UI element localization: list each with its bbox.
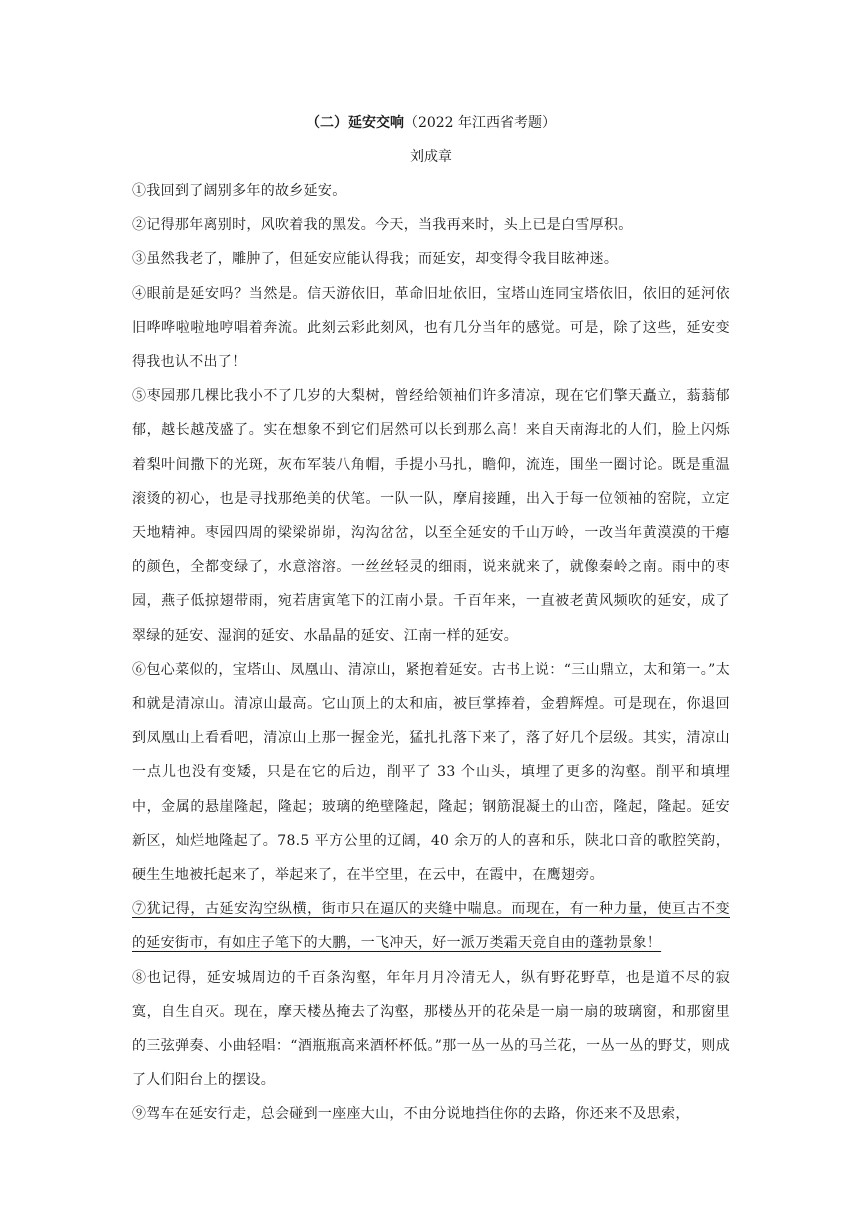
- paragraph-5: ⑤枣园那几棵比我小不了几岁的大梨树，曾经给领袖们许多清凉，现在它们擎天矗立，蓊蓊郁郁，越长越茂盛了。实在想象不到它们居然可以长到那么高！来自天南海北的人们，脸上闪烁着梨叶间撒下的光斑，灰布军装八角帽，手提小马扎，瞻仰，流连，围坐一圈讨论。既是重温滚烫的初心，也是寻找那绝美的伏笔。一队一队，摩肩接踵，出入于每一位领袖的窑院，立定天地精神。枣园四周的梁梁峁峁，沟沟岔岔，以至全延安的千山万岭，一改当年黄漠漠的干瘪的颜色，全都变绿了，水意溶溶。一丝丝轻灵的细雨，说来就来了，就像秦岭之南。雨中的枣园，燕子低掠翅带雨，宛若唐寅笔下的江南小景。千百年来，一直被老黄风频吹的延安，成了翠绿的延安、湿润的延安、水晶晶的延安、江南一样的延安。: [132, 388, 730, 644]
- title-text: （二）延安交响: [305, 115, 404, 131]
- paragraph-6: ⑥包心菜似的，宝塔山、凤凰山、清凉山，紧抱着延安。古书上说：“三山鼎立，太和第一。”太和就是清凉山。清凉山最高。它山顶上的太和庙，被巨掌捧着，金碧辉煌。可是现在，你退回到凤凰山上看看吧，清凉山上那一握金光，猛扎扎落下来了，落了好几个层级。其实，清凉山一点儿也没有变矮，只是在它的后边，削平了 33 个山头，填埋了更多的沟壑。削平和填埋中，金属的悬崖隆起，隆起；玻璃的绝壁隆起，隆起；钢筋混凝土的山峦，隆起，隆起。延安新区，灿烂地隆起了。78.5 平方公里的辽阔，40 余万的人的喜和乐，陕北口音的歌腔笑韵，硬生生地被托起来了，举起来了，在半空里，在云中，在霞中，在鹰翅旁。: [132, 661, 730, 884]
- paragraph-8: ⑧也记得，延安城周边的千百条沟壑，年年月月冷清无人，纵有野花野草，也是道不尽的寂寞，自生自灭。现在，摩天楼丛掩去了沟壑，那楼丛开的花朵是一扇一扇的玻璃窗，和那窗里的三弦弹奏、小曲轻唱：“酒瓶瓶高来酒杯杯低。”那一丛一丛的马兰花，一丛一丛的野艾，则成了人们阳台上的摆设。: [132, 969, 730, 1089]
- title-source: （2022 年江西省考题）: [403, 115, 557, 131]
- paragraph-1: ①我回到了阔别多年的故乡延安。: [132, 183, 347, 199]
- paragraph-2: ②记得那年离别时，风吹着我的黑发。今天，当我再来时，头上已是白雪厚积。: [132, 217, 633, 234]
- paragraph-7-underlined: ⑦犹记得，古延安沟空纵横，街市只在逼仄的夹缝中喘息。而现在，有一种力量，使亘古不变的延安街市，有如庄子笔下的大鹏，一飞冲天，好一派万类霜天竞自由的蓬勃景象！: [132, 901, 730, 952]
- article-title: [132, 106, 730, 140]
- paragraph-4: ④眼前是延安吗？当然是。信天游依旧，革命旧址依旧，宝塔山连同宝塔依旧，依旧的延河依旧哗哗啦啦地哼唱着奔流。此刻云彩此刻风，也有几分当年的感觉。可是，除了这些，延安变得我也认不出了！: [132, 285, 730, 371]
- paragraph-3: ③虽然我老了，雕肿了，但延安应能认得我；而延安，却变得令我目眩神迷。: [132, 251, 619, 268]
- article-author: 刘成章: [410, 149, 452, 165]
- article: [132, 106, 730, 1132]
- paragraph-9: ⑨驾车在延安行走，总会碰到一座座大山，不由分说地挡住你的去路，你还来不及思索，: [132, 1106, 690, 1123]
